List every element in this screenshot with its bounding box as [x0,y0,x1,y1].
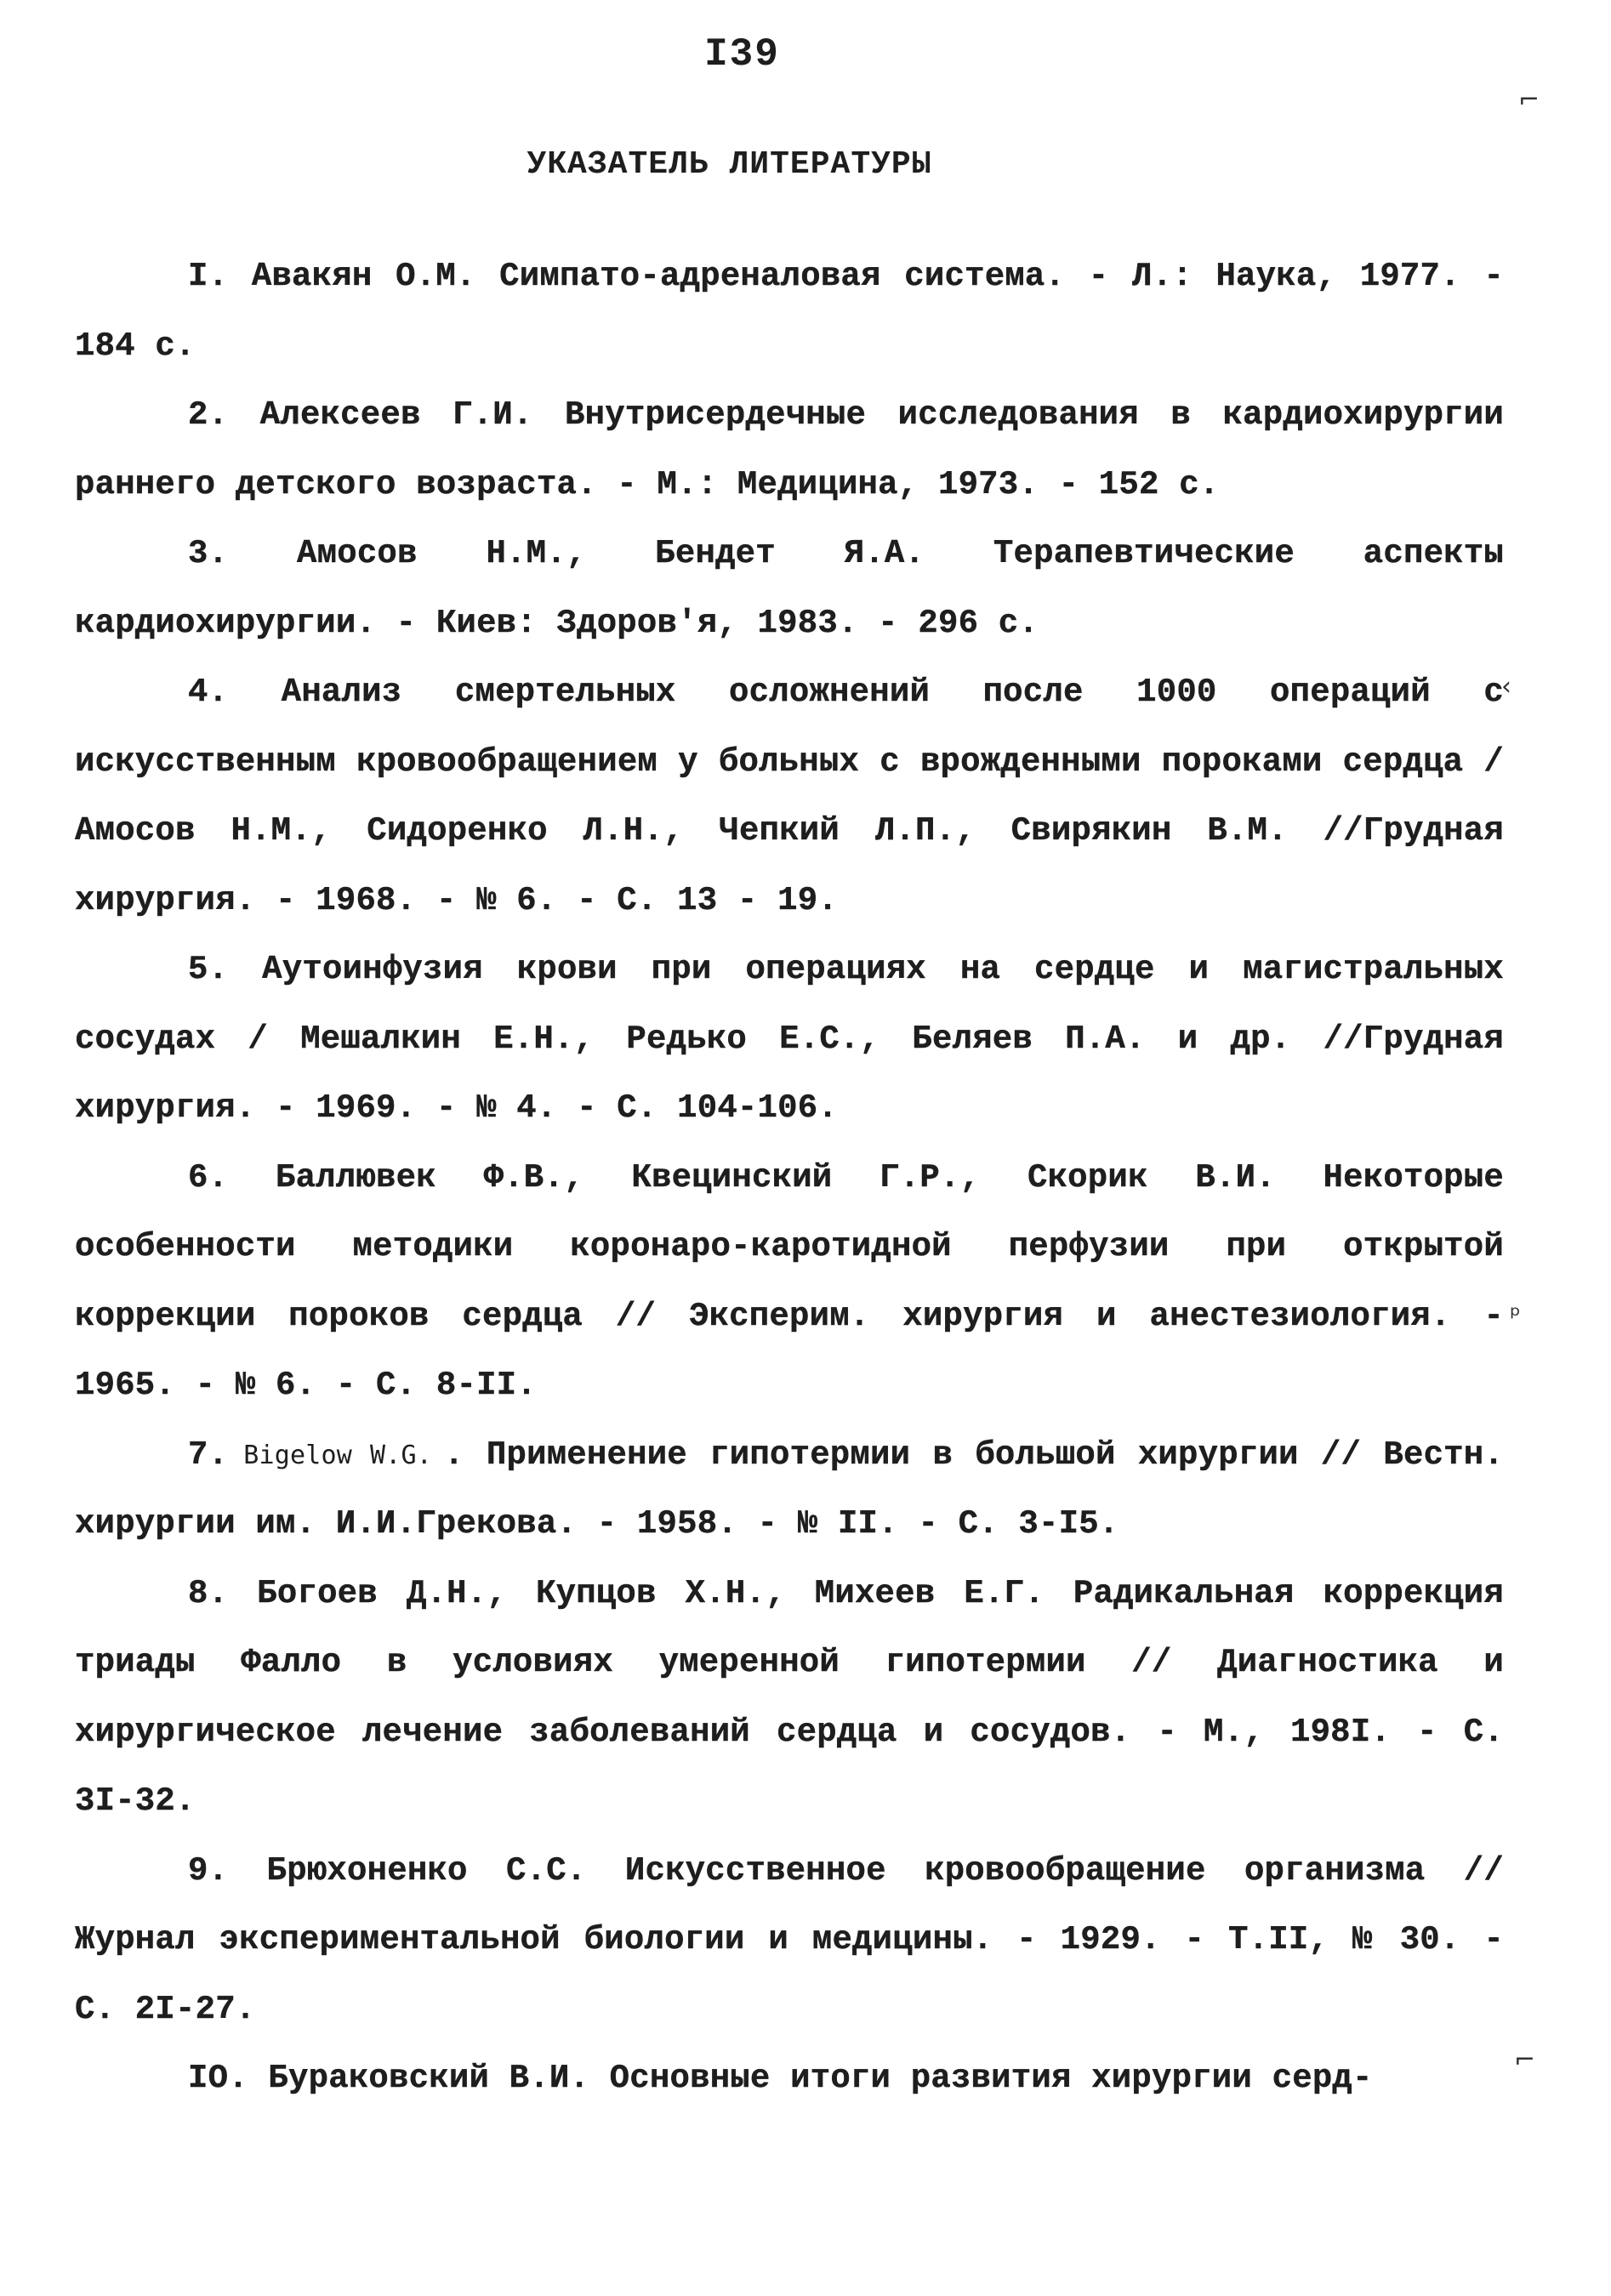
margin-mark: ᵖ [1510,1301,1521,1331]
page-number: I39 [704,32,780,77]
reference-7-number: 7. [188,1435,229,1474]
reference-10: IO. Бураковский В.И. Основные итоги развития хирургии серд- [188,2060,1373,2097]
reference-7-author-latin: Bigelow W.G. [243,1440,433,1470]
reference-7-body: . Применение гипотермии в большой хирургии // Вестн. хирургии им. И.И.Грекова. - 1958. - № II. - С. 3-I5. [75,1435,1504,1543]
reference-5: 5. Аутоинфузия крови при операциях на сердце и магистральных сосудах / Мешалкин Е.Н., Редько Е.С., Беляев П.А. и др. //Грудная хирургия. - 1969. - № 4. - С. 104-106. [75,951,1504,1127]
reference-8: 8. Богоев Д.Н., Купцов Х.Н., Михеев Е.Г. Радикальная коррекция триады Фалло в условиях умеренной гипотермии // Диагностика и хирургическое лечение заболеваний сердца и сосудов. - М., 198I. - С. 3I-32. [75,1574,1504,1820]
margin-mark: ⌐ [1514,2045,1536,2075]
reference-6: 6. Баллювек Ф.В., Квецинский Г.Р., Скорик В.И. Некоторые особенности методики коронаро-каротидной перфузии при открытой коррекции пороков сердца // Эксперим. хирургия и анестезиология. - 1965. - № 6. - С. 8-II. [75,1158,1504,1404]
reference-2: 2. Алексеев Г.И. Внутрисердечные исследования в кардиохирургии раннего детского возраста. - М.: Медицина, 1973. - 152 с. [75,396,1504,503]
reference-1: I. Авакян О.М. Симпато-адреналовая система. - Л.: Наука, 1977. - 184 с. [75,258,1504,365]
reference-3: 3. Амосов Н.М., Бендет Я.А. Терапевтические аспекты кардиохирургии. - Киев: Здоров'я, 1983. - 296 с. [75,535,1504,642]
reference-7 [75,1421,1504,1560]
reference-list [75,242,1504,2114]
reference-9: 9. Брюхоненко С.С. Искусственное кровообращение организма // Журнал экспериментальной биологии и медицины. - 1929. - Т.II, № 30. - С. 2I-27. [75,1851,1504,2028]
reference-4: 4. Анализ смертельных осложнений после 1000 операций с искусственным кровообращением у больных с врожденными пороками сердца / Амосов Н.М., Сидоренко Л.Н., Чепкий Л.П., Свирякин В.М. //Грудная хирургия. - 1968. - № 6. - С. 13 - 19. [75,673,1504,919]
margin-mark: ‹ [1501,672,1511,702]
page-title: УКАЗАТЕЛЬ ЛИТЕРАТУРЫ [527,146,932,183]
margin-mark: ⌐ [1518,85,1540,115]
